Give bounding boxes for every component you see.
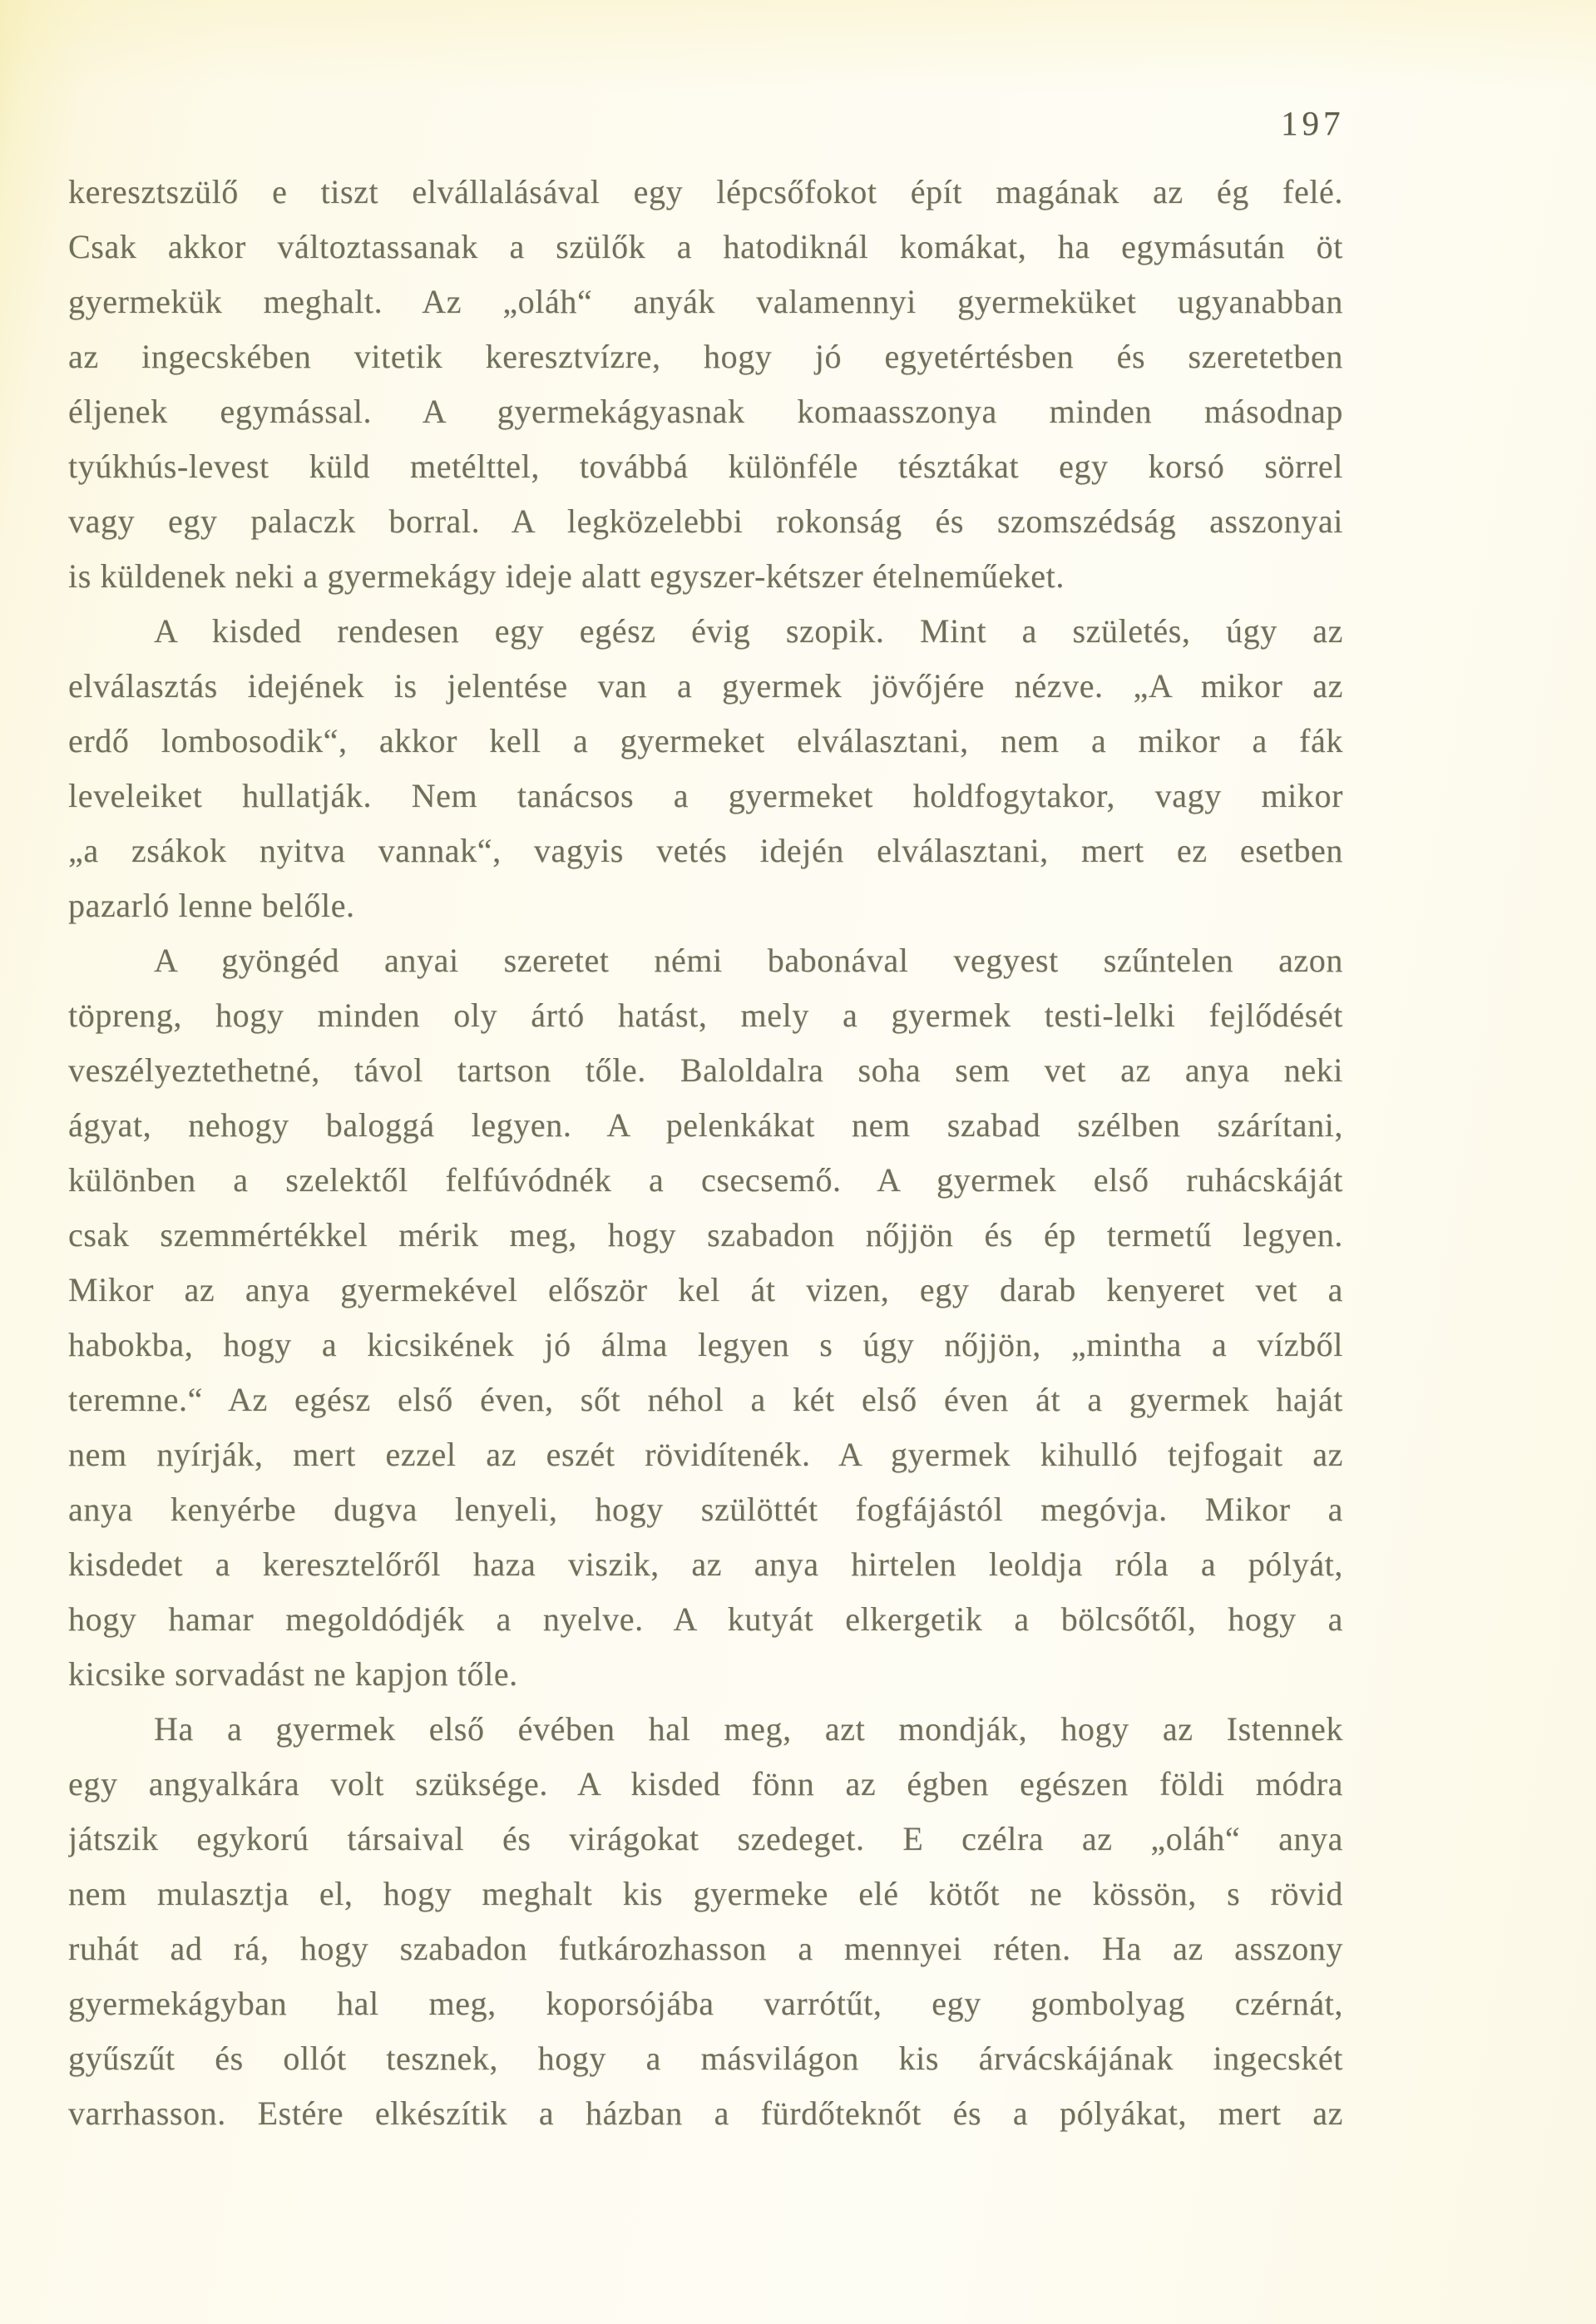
text-line: nem nyírják, mert ezzel az eszét rövidítenék. A gyermek kihulló tejfogait az (68, 1436, 1343, 1473)
text-line: teremne.“ Az egész első éven, sőt néhol a két első éven át a gyermek haját (68, 1381, 1343, 1418)
text-line: ágyat, nehogy baloggá legyen. A pelenkákat nem szabad szélben szárítani, (68, 1106, 1343, 1144)
text-line: gyermekágyban hal meg, koporsójába varrótűt, egy gombolyag czérnát, (68, 1985, 1343, 2022)
text-line: anya kenyérbe dugva lenyeli, hogy szülöttét fogfájástól megóvja. Mikor a (68, 1491, 1343, 1528)
text-line: játszik egykorú társaival és virágokat szedeget. E czélra az „oláh“ anya (68, 1820, 1343, 1857)
text-line: töpreng, hogy minden oly ártó hatást, mely a gyermek testi-lelki fejlődését (68, 996, 1343, 1034)
text-line: leveleiket hullatják. Nem tanácsos a gyermeket holdfogytakor, vagy mikor (68, 777, 1343, 814)
text-line: csak szemmértékkel mérik meg, hogy szabadon nőjjön és ép termetű legyen. (68, 1216, 1343, 1253)
text-line: tyúkhús-levest küld metélttel, továbbá különféle tésztákat egy korsó sörrel (68, 447, 1343, 485)
text-line: hogy hamar megoldódjék a nyelve. A kutyát elkergetik a bölcsőtől, hogy a (68, 1600, 1343, 1638)
text-line: Mikor az anya gyermekével először kel át vizen, egy darab kenyeret vet a (68, 1271, 1343, 1308)
text-line: az ingecskében vitetik keresztvízre, hogy jó egyetértésben és szeretetben (68, 338, 1343, 375)
text-line: A gyöngéd anyai szeretet némi babonával vegyest szűntelen azon (154, 942, 1343, 979)
text-line: különben a szelektől felfúvódnék a csecsemő. A gyermek első ruhácskáját (68, 1161, 1343, 1199)
text-line: gyermekük meghalt. Az „oláh“ anyák valamennyi gyermeküket ugyanabban (68, 283, 1343, 320)
text-line: vagy egy palaczk borral. A legközelebbi rokonság és szomszédság asszonyai (68, 502, 1343, 540)
text-line: nem mulasztja el, hogy meghalt kis gyermeke elé kötőt ne kössön, s rövid (68, 1875, 1343, 1912)
page-number: 197 (1281, 104, 1345, 142)
body-text-block (68, 165, 1343, 2141)
text-line: erdő lombosodik“, akkor kell a gyermeket elválasztani, nem a mikor a fák (68, 722, 1343, 759)
text-line: éljenek egymással. A gyermekágyasnak komaasszonya minden másodnap (68, 393, 1343, 430)
text-line: habokba, hogy a kicsikének jó álma legyen s úgy nőjjön, „mintha a vízből (68, 1326, 1343, 1363)
text-line: gyűszűt és ollót tesznek, hogy a másvilágon kis árvácskájának ingecskét (68, 2040, 1343, 2077)
text-line: kicsike sorvadást ne kapjon tőle. (68, 1655, 518, 1693)
text-line: ruhát ad rá, hogy szabadon futkározhasson a mennyei réten. Ha az asszony (68, 1930, 1343, 1967)
text-line: veszélyeztethetné, távol tartson tőle. Baloldalra soha sem vet az anya neki (68, 1051, 1343, 1089)
text-line: Ha a gyermek első évében hal meg, azt mondják, hogy az Istennek (154, 1710, 1343, 1748)
text-line: A kisded rendesen egy egész évig szopik. Mint a születés, úgy az (154, 612, 1343, 650)
text-line: kisdedet a keresztelőről haza viszik, az anya hirtelen leoldja róla a pólyát, (68, 1545, 1343, 1583)
text-line: „a zsákok nyitva vannak“, vagyis vetés idején elválasztani, mert ez esetben (68, 832, 1343, 869)
text-line: keresztszülő e tiszt elvállalásával egy lépcsőfokot épít magának az ég felé. (68, 173, 1343, 210)
text-line: is küldenek neki a gyermekágy ideje alatt egyszer-kétszer ételneműeket. (68, 557, 1065, 595)
text-line: varrhasson. Estére elkészítik a házban a fürdőteknőt és a pólyákat, mert az (68, 2094, 1343, 2132)
text-line: egy angyalkára volt szüksége. A kisded fönn az égben egészen földi módra (68, 1765, 1343, 1802)
text-line: pazarló lenne belőle. (68, 887, 355, 924)
text-line: elválasztás idejének is jelentése van a gyermek jövőjére nézve. „A mikor az (68, 667, 1343, 705)
text-line: Csak akkor változtassanak a szülők a hatodiknál komákat, ha egymásután öt (68, 228, 1343, 265)
